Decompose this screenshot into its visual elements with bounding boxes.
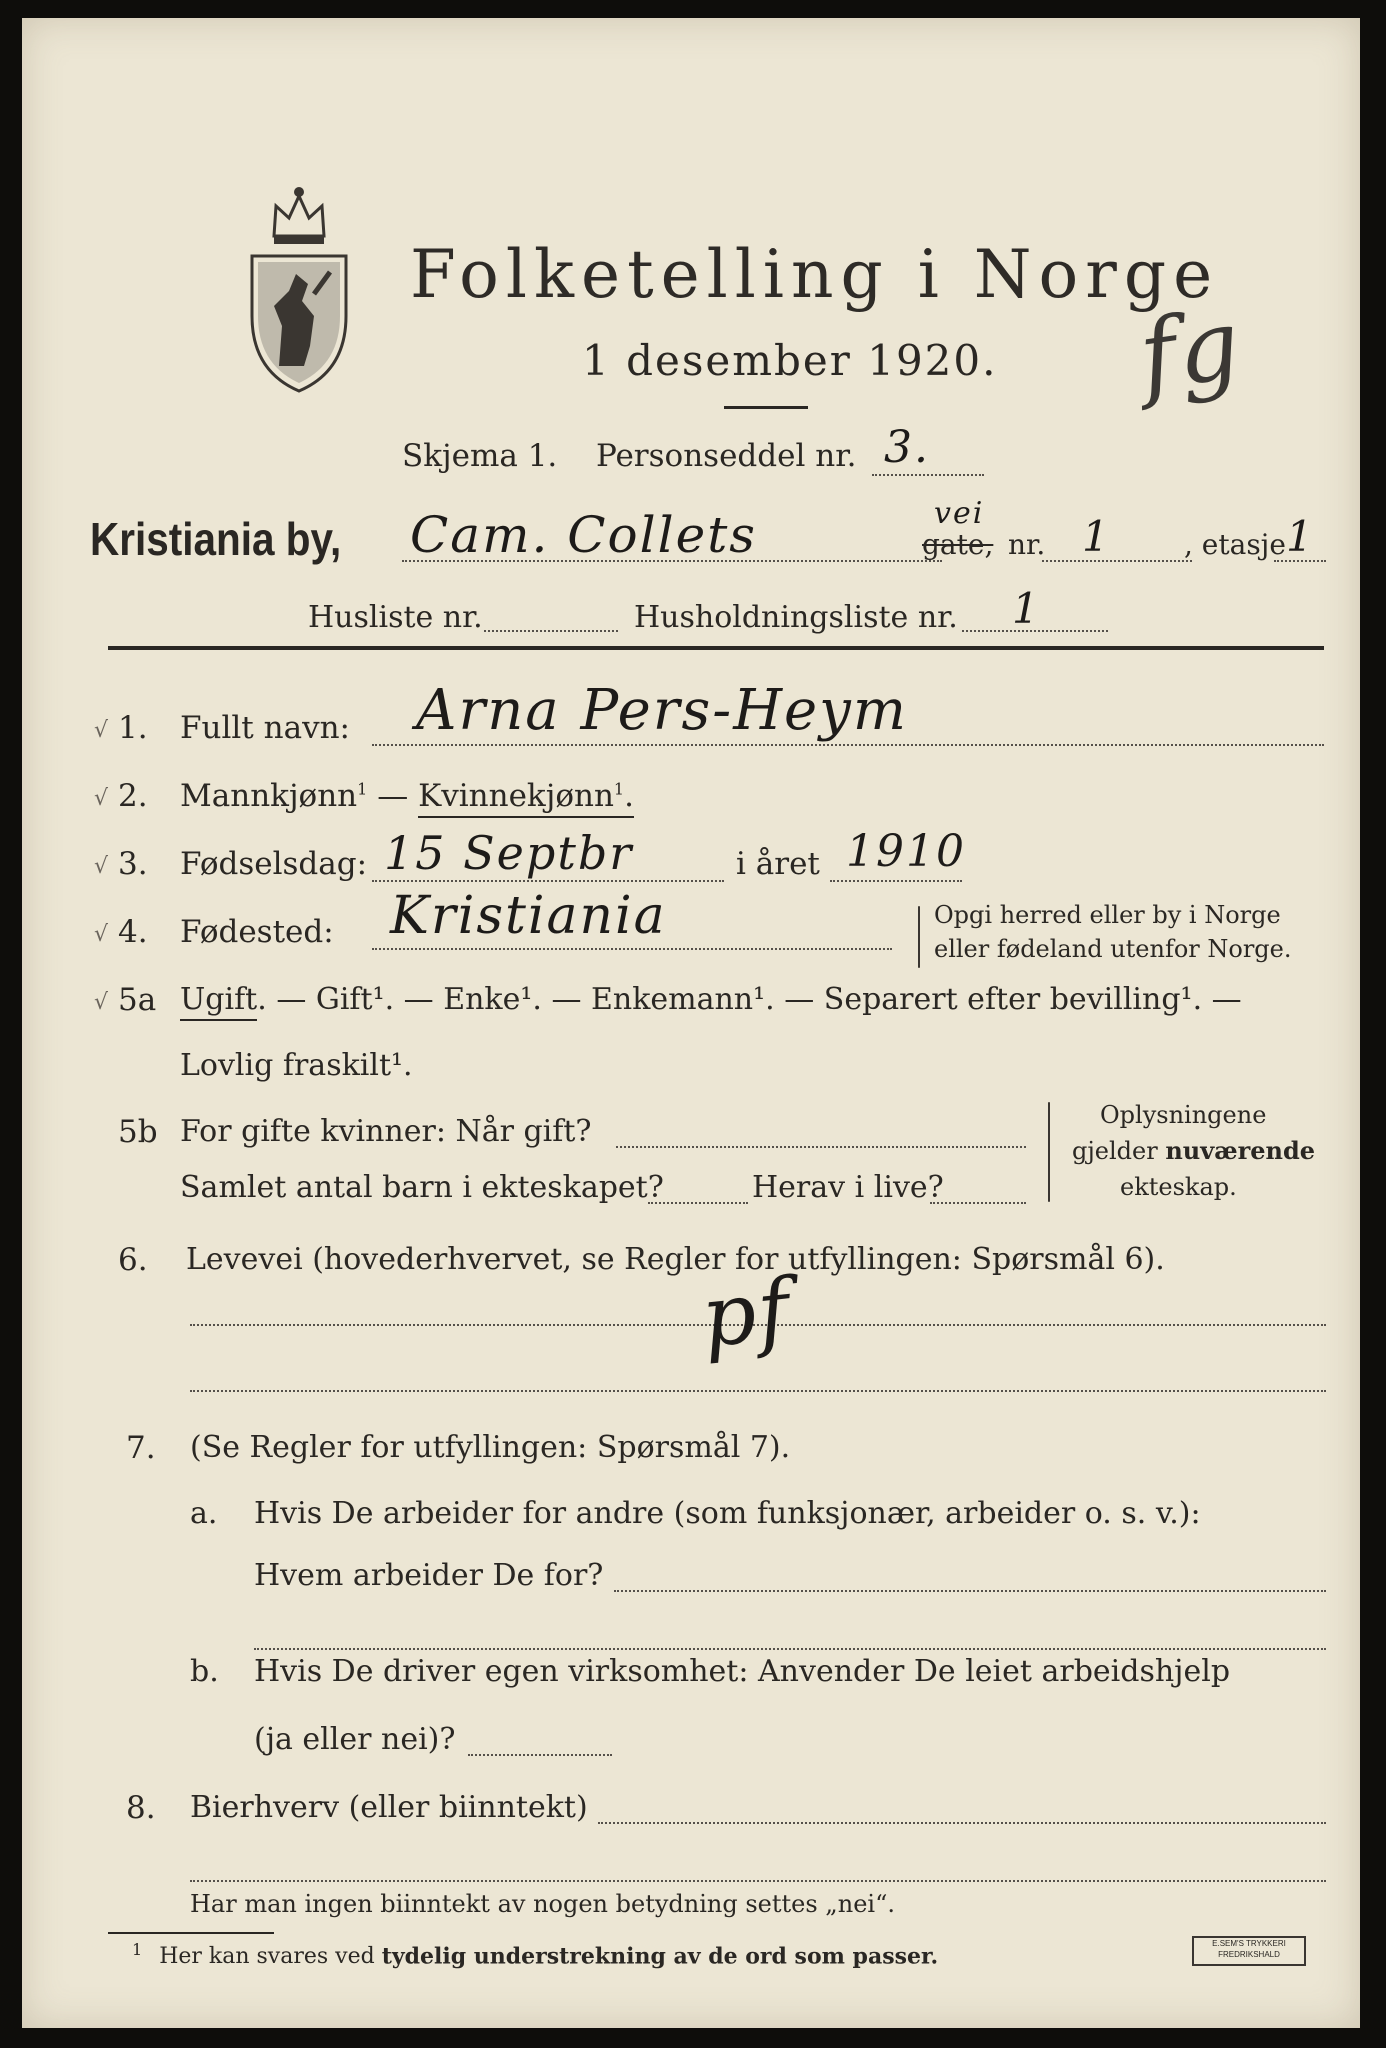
ugift-option-underlined[interactable]: Ugift — [180, 982, 257, 1021]
corner-initials: fg — [1132, 287, 1249, 413]
street-type-handwritten: vei — [934, 496, 985, 531]
male-option[interactable]: Mannkjønn — [180, 778, 358, 814]
female-option-underlined[interactable] — [418, 778, 634, 818]
option-separator: — — [367, 778, 419, 814]
q2-number: 2. — [118, 778, 148, 814]
q7-number: 7. — [126, 1430, 156, 1466]
printer-stamp — [1192, 1936, 1306, 1966]
schema-label: Skjema 1. — [402, 438, 558, 474]
full-name-field[interactable] — [372, 744, 1324, 746]
male-footnote-mark: 1 — [357, 779, 368, 799]
check-mark: √ — [94, 854, 109, 879]
q7b-letter: b. — [190, 1654, 219, 1689]
birthplace-note-brace — [918, 906, 920, 968]
marital-status-options — [180, 982, 1242, 1017]
q5a-number: 5a — [118, 982, 157, 1018]
form-title: Folketelling i Norge — [410, 236, 1220, 313]
birthplace-field[interactable] — [372, 948, 892, 950]
occupation-field-line2[interactable] — [190, 1390, 1326, 1392]
q4-label: Fødested: — [180, 914, 334, 950]
street-value: Cam. Collets — [410, 506, 757, 564]
house-nr-field[interactable] — [1042, 560, 1192, 562]
marriage-note-line1: Oplysningene — [1100, 1101, 1267, 1129]
header-rule — [108, 646, 1324, 650]
personseddel-field[interactable] — [872, 474, 984, 476]
married-when-label: For gifte kvinner: Når gift? — [180, 1114, 592, 1149]
street-type-printed: gate, — [922, 528, 994, 561]
birthplace-value: Kristiania — [390, 886, 667, 946]
female-footnote-mark: 1 — [613, 779, 625, 799]
full-name-value: Arna Pers-Heym — [416, 678, 908, 743]
employer-field[interactable] — [614, 1590, 1326, 1592]
birthday-value: 15 Septbr — [384, 826, 634, 880]
q7b-line2: (ja eller nei)? — [254, 1722, 456, 1757]
house-nr-value: 1 — [1082, 512, 1111, 561]
q6-label: Levevei (hovederhvervet, se Regler for utfyllingen: Spørsmål 6). — [186, 1242, 1165, 1277]
personseddel-label: Personseddel nr. — [596, 438, 857, 474]
q3-label: Fødselsdag: — [180, 846, 368, 882]
q1-label: Fullt navn: — [180, 710, 350, 746]
birthday-field[interactable] — [372, 880, 724, 882]
female-option: Kvinnekjønn — [418, 778, 614, 814]
children-alive-label: Herav i live? — [752, 1170, 944, 1205]
check-mark: √ — [94, 718, 109, 743]
q7b-line1: Hvis De driver egen virksomhet: Anvender De leiet arbeidshjelp — [254, 1654, 1231, 1689]
q8-note: Har man ingen biinntekt av nogen betydning settes „nei“. — [190, 1890, 895, 1918]
husholdningsliste-label: Husholdningsliste nr. — [634, 600, 958, 635]
birthplace-note-line2: eller fødeland utenfor Norge. — [934, 935, 1292, 963]
personseddel-value: 3. — [884, 422, 930, 473]
city-label: Kristiania by, — [90, 513, 342, 565]
birth-year-field[interactable] — [830, 880, 962, 882]
check-mark: √ — [94, 786, 109, 811]
marriage-note-current: nuværende — [1165, 1136, 1316, 1165]
husliste-label: Husliste nr. — [308, 600, 483, 635]
husliste-field[interactable] — [484, 630, 618, 632]
q8-number: 8. — [126, 1790, 156, 1826]
footnote-mark: 1 — [132, 1940, 143, 1959]
children-alive-field[interactable] — [930, 1202, 1026, 1204]
printer-stamp-line2: FREDRIKSHALD — [1218, 1950, 1280, 1959]
q8-label: Bierhverv (eller biinntekt) — [190, 1790, 588, 1825]
check-mark: √ — [94, 922, 109, 947]
census-date: 1 desember 1920. — [582, 336, 998, 385]
title-divider — [724, 406, 808, 409]
q7a-line1: Hvis De arbeider for andre (som funksjonær, arbeider o. s. v.): — [254, 1496, 1201, 1531]
side-income-field[interactable] — [598, 1822, 1326, 1824]
footnote-text-bold: tydelig understrekning av de ord som passer. — [381, 1943, 939, 1970]
marriage-note-gjelder: gjelder — [1072, 1137, 1166, 1165]
children-count-label: Samlet antal barn i ekteskapet? — [180, 1170, 664, 1205]
side-income-field-extra[interactable] — [190, 1880, 1326, 1882]
birth-year-value: 1910 — [846, 826, 966, 877]
census-form-sheet — [22, 18, 1360, 2028]
occupation-value: pf — [697, 1259, 796, 1367]
other-marital-options[interactable]: . — Gift¹. — Enke¹. — Enkemann¹. — Separert efter bevilling¹. — — [257, 982, 1242, 1017]
female-option-period: . — [624, 778, 634, 814]
q1-number: 1. — [118, 710, 148, 746]
lovlig-fraskilt-option[interactable]: Lovlig fraskilt¹. — [180, 1048, 413, 1083]
footnote — [132, 1940, 938, 1969]
married-when-field[interactable] — [616, 1146, 1026, 1148]
q7a-line2: Hvem arbeider De for? — [254, 1558, 604, 1593]
etasje-label: , etasje — [1184, 528, 1286, 561]
children-count-field[interactable] — [648, 1202, 748, 1204]
q7a-letter: a. — [190, 1496, 218, 1531]
husholdningsliste-value: 1 — [1012, 584, 1041, 633]
q4-number: 4. — [118, 914, 148, 950]
marriage-note-line2 — [1072, 1134, 1315, 1168]
employer-field-extra[interactable] — [254, 1648, 1326, 1650]
footnote-text: Her kan svares ved — [159, 1944, 382, 1970]
marriage-note-line3: ekteskap. — [1120, 1173, 1237, 1201]
birthplace-note-line1: Opgi herred eller by i Norge — [934, 901, 1281, 929]
q2-sex-options — [180, 778, 634, 814]
birth-year-label: i året — [736, 846, 820, 882]
etasje-value: 1 — [1286, 512, 1315, 561]
marriage-note-brace — [1048, 1102, 1050, 1202]
q7-label: (Se Regler for utfyllingen: Spørsmål 7). — [190, 1430, 791, 1465]
q6-number: 6. — [118, 1242, 148, 1278]
footnote-rule — [108, 1932, 274, 1934]
printer-stamp-line1: E.SEM'S TRYKKERI — [1212, 1939, 1286, 1948]
q3-number: 3. — [118, 846, 148, 882]
check-mark: √ — [94, 990, 109, 1015]
norwegian-coat-of-arms-icon — [244, 176, 354, 396]
hired-help-field[interactable] — [468, 1754, 612, 1756]
q5b-number: 5b — [118, 1114, 158, 1150]
house-nr-label: nr. — [1008, 528, 1046, 561]
